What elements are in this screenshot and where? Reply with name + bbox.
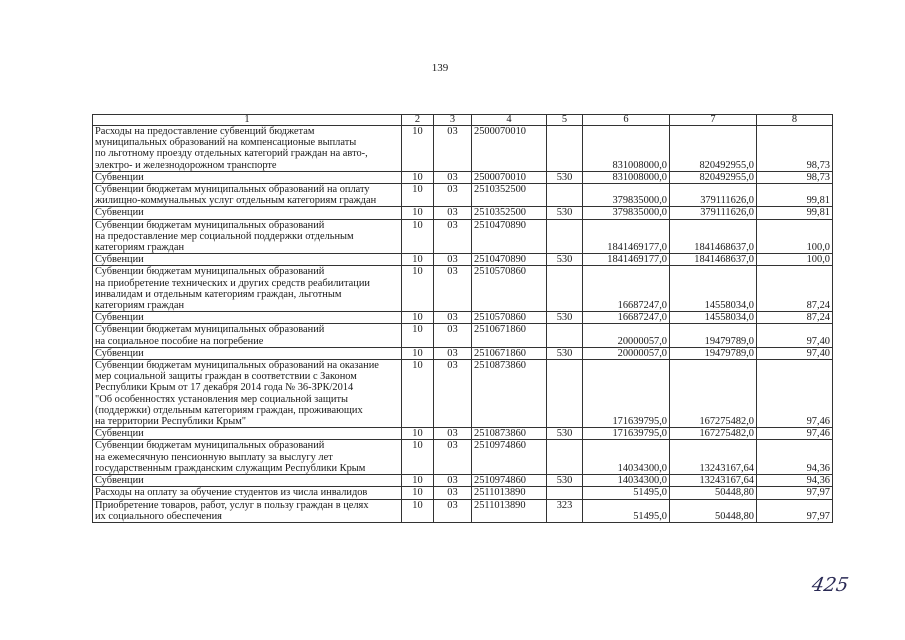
description-line: на ежемесячную пенсионную выплату за выслугу лет [95, 451, 333, 463]
expense-type-code: 530 [547, 254, 583, 266]
row-description [93, 126, 402, 172]
row-description [93, 171, 402, 183]
section-code: 10 [402, 499, 434, 522]
table-row [93, 254, 833, 266]
expense-type-code [547, 266, 583, 312]
header-cell: 1 [93, 115, 402, 126]
section-code: 10 [402, 440, 434, 475]
description-line: Субвенции [95, 254, 144, 266]
execution-percent: 99,81 [757, 184, 833, 207]
execution-percent: 97,40 [757, 347, 833, 359]
description-line: жилищно-коммунальных услуг отдельным категориям граждан [95, 195, 377, 207]
description-line: инвалидам и отдельным категориям граждан, льготным [95, 288, 342, 300]
executed-amount: 379111626,0 [670, 207, 757, 219]
row-description [93, 312, 402, 324]
section-code: 10 [402, 487, 434, 499]
subsection-code: 03 [434, 487, 472, 499]
table-row [93, 171, 833, 183]
subsection-code: 03 [434, 428, 472, 440]
row-description [93, 219, 402, 254]
table-row [93, 360, 833, 428]
description-line: Расходы на предоставление субвенций бюджетам [95, 126, 315, 137]
section-code: 10 [402, 324, 434, 347]
expense-type-code: 530 [547, 171, 583, 183]
description-line: Субвенции бюджетам муниципальных образований [95, 440, 325, 452]
handwritten-page-number: 425 [810, 574, 851, 596]
planned-amount: 1841469177,0 [583, 254, 670, 266]
section-code: 10 [402, 207, 434, 219]
section-code: 10 [402, 219, 434, 254]
header-cell: 5 [547, 115, 583, 126]
row-description [93, 428, 402, 440]
planned-amount: 51495,0 [583, 499, 670, 522]
execution-percent: 94,36 [757, 475, 833, 487]
description-line: электро- и железнодорожном транспорте [95, 159, 277, 171]
table-row [93, 487, 833, 499]
executed-amount: 19479789,0 [670, 324, 757, 347]
execution-percent: 97,97 [757, 487, 833, 499]
section-code: 10 [402, 126, 434, 172]
expense-type-code [547, 219, 583, 254]
expense-type-code: 530 [547, 207, 583, 219]
table-row [93, 312, 833, 324]
header-row [93, 115, 833, 126]
executed-amount: 379111626,0 [670, 184, 757, 207]
executed-amount: 14558034,0 [670, 266, 757, 312]
subsection-code: 03 [434, 347, 472, 359]
table-row [93, 440, 833, 475]
executed-amount: 820492955,0 [670, 171, 757, 183]
target-article-code: 2510671860 [472, 324, 547, 347]
description-line: государственным гражданским служащим Республики Крым [95, 462, 366, 474]
table-row [93, 126, 833, 172]
execution-percent: 97,97 [757, 499, 833, 522]
row-description [93, 207, 402, 219]
planned-amount: 20000057,0 [583, 324, 670, 347]
planned-amount: 171639795,0 [583, 360, 670, 428]
expense-type-code [547, 360, 583, 428]
subsection-code: 03 [434, 219, 472, 254]
subsection-code: 03 [434, 360, 472, 428]
description-line: Субвенции [95, 207, 144, 219]
description-line: Субвенции [95, 475, 144, 487]
executed-amount: 1841468637,0 [670, 254, 757, 266]
expense-type-code [547, 184, 583, 207]
planned-amount: 171639795,0 [583, 428, 670, 440]
table-row [93, 428, 833, 440]
table-row [93, 475, 833, 487]
table-row [93, 324, 833, 347]
execution-percent: 94,36 [757, 440, 833, 475]
description-line: Субвенции бюджетам муниципальных образований [95, 324, 325, 336]
expense-type-code: 530 [547, 347, 583, 359]
row-description [93, 347, 402, 359]
table-row [93, 499, 833, 522]
row-description [93, 254, 402, 266]
description-line: мер социальной защиты граждан в соответствии с Законом [95, 371, 357, 383]
planned-amount: 831008000,0 [583, 171, 670, 183]
description-line: на социальное пособие на погребение [95, 335, 264, 347]
expense-type-code: 530 [547, 475, 583, 487]
target-article-code: 2510974860 [472, 440, 547, 475]
row-description [93, 499, 402, 522]
execution-percent: 87,24 [757, 266, 833, 312]
row-description [93, 475, 402, 487]
header-cell: 8 [757, 115, 833, 126]
description-line: Республики Крым от 17 декабря 2014 года № 36-ЗРК/2014 [95, 382, 354, 394]
description-line: Субвенции [95, 347, 144, 359]
row-description [93, 266, 402, 312]
execution-percent: 97,40 [757, 324, 833, 347]
planned-amount: 379835000,0 [583, 184, 670, 207]
target-article-code: 2511013890 [472, 487, 547, 499]
description-line: категориям граждан [95, 242, 184, 254]
description-line: на предоставление мер социальной поддержки отдельным [95, 230, 354, 242]
description-line: "Об особенностях установления мер социальной защиты [95, 393, 348, 405]
description-line: категориям граждан [95, 300, 184, 312]
description-line: Приобретение товаров, работ, услуг в пользу граждан в целях [95, 499, 369, 511]
expense-type-code: 530 [547, 428, 583, 440]
executed-amount: 50448,80 [670, 499, 757, 522]
section-code: 10 [402, 184, 434, 207]
table-row [93, 266, 833, 312]
subsection-code: 03 [434, 126, 472, 172]
subsection-code: 03 [434, 324, 472, 347]
header-cell: 4 [472, 115, 547, 126]
description-line: Расходы на оплату за обучение студентов из числа инвалидов [95, 487, 368, 499]
subsection-code: 03 [434, 312, 472, 324]
subsection-code: 03 [434, 440, 472, 475]
subsection-code: 03 [434, 254, 472, 266]
target-article-code: 2510352500 [472, 184, 547, 207]
target-article-code: 2510570860 [472, 312, 547, 324]
expense-type-code: 530 [547, 312, 583, 324]
subsection-code: 03 [434, 184, 472, 207]
planned-amount: 379835000,0 [583, 207, 670, 219]
planned-amount: 16687247,0 [583, 266, 670, 312]
target-article-code: 2510974860 [472, 475, 547, 487]
table-row [93, 347, 833, 359]
subsection-code: 03 [434, 475, 472, 487]
target-article-code: 2510873860 [472, 428, 547, 440]
header-cell: 2 [402, 115, 434, 126]
section-code: 10 [402, 171, 434, 183]
section-code: 10 [402, 254, 434, 266]
page-number: 139 [431, 62, 449, 74]
description-line: Субвенции бюджетам муниципальных образований [95, 219, 325, 231]
planned-amount: 1841469177,0 [583, 219, 670, 254]
header-cell: 7 [670, 115, 757, 126]
description-line: Субвенции бюджетам муниципальных образований на оплату [95, 184, 370, 196]
description-line: Субвенции [95, 428, 144, 440]
target-article-code: 2510352500 [472, 207, 547, 219]
expense-type-code [547, 440, 583, 475]
target-article-code: 2510570860 [472, 266, 547, 312]
execution-percent: 100,0 [757, 219, 833, 254]
row-description [93, 360, 402, 428]
execution-percent: 98,73 [757, 126, 833, 172]
section-code: 10 [402, 347, 434, 359]
description-line: по льготному проезду отдельных категорий граждан на авто-, [95, 148, 368, 160]
section-code: 10 [402, 475, 434, 487]
description-line: Субвенции бюджетам муниципальных образований на оказание [95, 360, 379, 372]
header-cell: 3 [434, 115, 472, 126]
description-line: Субвенции бюджетам муниципальных образований [95, 266, 325, 278]
target-article-code: 2510470890 [472, 219, 547, 254]
execution-percent: 87,24 [757, 312, 833, 324]
execution-percent: 100,0 [757, 254, 833, 266]
expense-type-code: 323 [547, 499, 583, 522]
table-row [93, 184, 833, 207]
expense-type-code [547, 324, 583, 347]
subsection-code: 03 [434, 207, 472, 219]
subsection-code: 03 [434, 266, 472, 312]
executed-amount: 1841468637,0 [670, 219, 757, 254]
target-article-code: 2511013890 [472, 499, 547, 522]
planned-amount: 16687247,0 [583, 312, 670, 324]
executed-amount: 13243167,64 [670, 475, 757, 487]
section-code: 10 [402, 266, 434, 312]
section-code: 10 [402, 312, 434, 324]
subsection-code: 03 [434, 171, 472, 183]
description-line: на приобретение технических и других средств реабилитации [95, 277, 370, 289]
executed-amount: 167275482,0 [670, 428, 757, 440]
description-line: на территории Республики Крым" [95, 416, 247, 428]
description-line: (поддержки) отдельным категориям граждан, проживающих [95, 404, 363, 416]
target-article-code: 2510873860 [472, 360, 547, 428]
row-description [93, 324, 402, 347]
planned-amount: 51495,0 [583, 487, 670, 499]
executed-amount: 13243167,64 [670, 440, 757, 475]
table-body [93, 126, 833, 523]
planned-amount: 20000057,0 [583, 347, 670, 359]
table-row [93, 207, 833, 219]
expense-type-code [547, 487, 583, 499]
section-code: 10 [402, 360, 434, 428]
table-row [93, 219, 833, 254]
description-line: Субвенции [95, 171, 144, 183]
planned-amount: 14034300,0 [583, 475, 670, 487]
planned-amount: 14034300,0 [583, 440, 670, 475]
target-article-code: 2510470890 [472, 254, 547, 266]
planned-amount: 831008000,0 [583, 126, 670, 172]
target-article-code: 2510671860 [472, 347, 547, 359]
expense-type-code [547, 126, 583, 172]
executed-amount: 167275482,0 [670, 360, 757, 428]
subsection-code: 03 [434, 499, 472, 522]
description-line: их социального обеспечения [95, 510, 222, 522]
target-article-code: 2500070010 [472, 171, 547, 183]
section-code: 10 [402, 428, 434, 440]
description-line: муниципальных образований на компенсационые выплаты [95, 137, 357, 149]
execution-percent: 97,46 [757, 360, 833, 428]
row-description [93, 487, 402, 499]
executed-amount: 14558034,0 [670, 312, 757, 324]
executed-amount: 19479789,0 [670, 347, 757, 359]
row-description [93, 184, 402, 207]
row-description [93, 440, 402, 475]
executed-amount: 820492955,0 [670, 126, 757, 172]
target-article-code: 2500070010 [472, 126, 547, 172]
executed-amount: 50448,80 [670, 487, 757, 499]
execution-percent: 97,46 [757, 428, 833, 440]
execution-percent: 99,81 [757, 207, 833, 219]
execution-percent: 98,73 [757, 171, 833, 183]
description-line: Субвенции [95, 312, 144, 324]
budget-table [92, 114, 833, 523]
header-cell: 6 [583, 115, 670, 126]
